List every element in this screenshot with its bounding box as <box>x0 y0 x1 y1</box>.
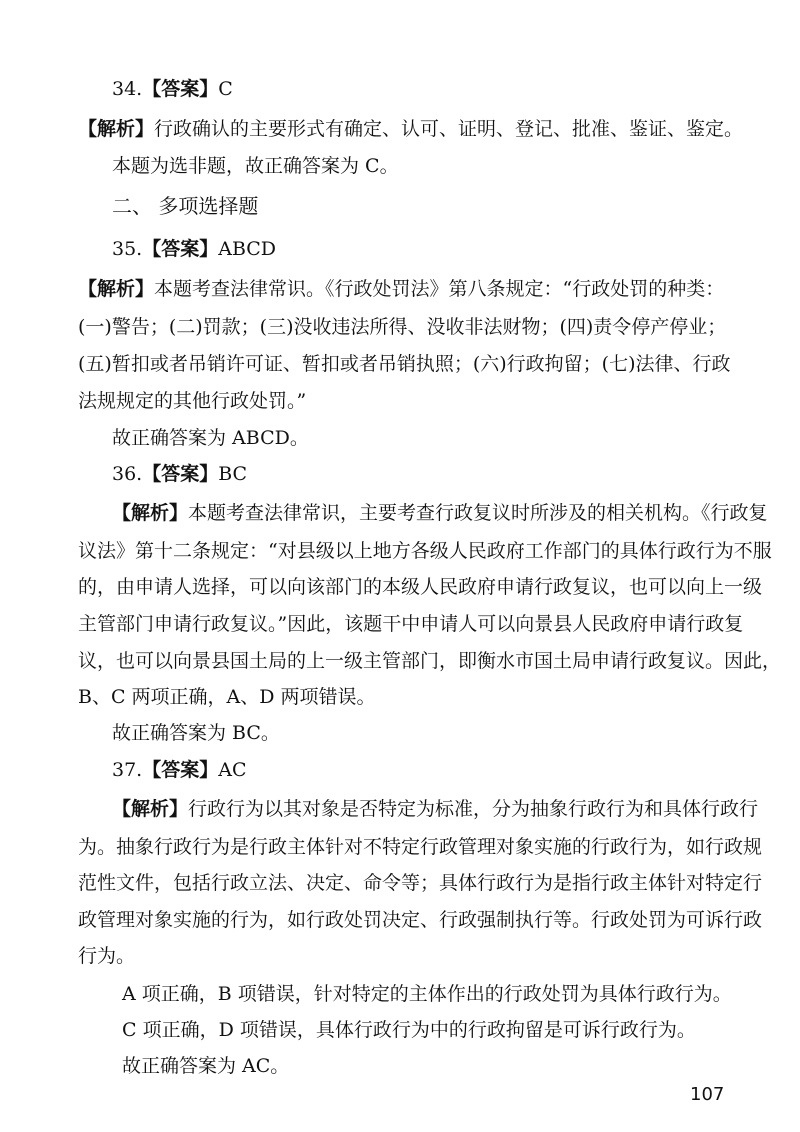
answer-value: BC <box>218 463 248 485</box>
answer-line-36 <box>112 461 247 487</box>
body-text-line: 议法》第十二条规定：“对县级以上地方各级人民政府工作部门的具体行政行为不服 <box>78 540 772 562</box>
question-number: 34. <box>112 78 143 100</box>
answer-value: C <box>218 78 233 100</box>
answer-line-37 <box>112 757 247 783</box>
body-text-line: B、C 两项正确，A、D 两项错误。 <box>78 686 376 708</box>
answer-value: AC <box>218 759 247 781</box>
analysis-line <box>112 796 758 822</box>
analysis-tag: 【解析】 <box>112 798 189 820</box>
analysis-text: 本题考查法律常识。《行政处罚法》第八条规定：“行政处罚的种类： <box>154 278 725 300</box>
conclusion-line: 故正确答案为 ABCD。 <box>112 427 309 449</box>
question-number: 35. <box>112 238 143 260</box>
body-text-line: 范性文件，包括行政立法、决定、命令等；具体行政行为是指行政主体针对特定行 <box>78 872 763 894</box>
answer-line-34 <box>112 76 233 102</box>
answer-tag: 【答案】 <box>142 759 219 781</box>
question-number: 36. <box>112 463 143 485</box>
conclusion-line: 本题为选非题，故正确答案为 C。 <box>112 155 399 177</box>
body-text-line: (一)警告；(二)罚款；(三)没收违法所得、没收非法财物；(四)责令停产停业； <box>78 316 727 338</box>
answer-tag: 【答案】 <box>142 238 219 260</box>
page-number: 107 <box>690 1084 725 1105</box>
analysis-line <box>112 500 768 526</box>
answer-tag: 【答案】 <box>142 78 219 100</box>
answer-line-35 <box>112 236 276 262</box>
analysis-text: 行政确认的主要形式有确定、认可、证明、登记、批准、鉴证、鉴定。 <box>154 118 744 140</box>
body-text-line: 行为。 <box>78 945 136 967</box>
conclusion-line: 故正确答案为 AC。 <box>122 1055 290 1077</box>
body-text-line: C 项正确，D 项错误，具体行政行为中的行政拘留是可诉行政行为。 <box>122 1019 696 1041</box>
answer-tag: 【答案】 <box>142 463 219 485</box>
body-text-line: 议，也可以向景县国土局的上一级主管部门，即衡水市国土局申请行政复议。因此， <box>78 650 782 672</box>
body-text-line: 的，由申请人选择，可以向该部门的本级人民政府申请行政复议，也可以向上一级 <box>78 576 763 598</box>
section-heading: 二、 多项选择题 <box>112 194 259 218</box>
analysis-tag: 【解析】 <box>112 502 189 524</box>
body-text-line: 政管理对象实施的行为，如行政处罚决定、行政强制执行等。行政处罚为可诉行政 <box>78 909 763 931</box>
analysis-line <box>78 276 724 302</box>
body-text-line: 为。抽象行政行为是行政主体针对不特定行政管理对象实施的行政行为，如行政规 <box>78 836 763 858</box>
body-text-line: 主管部门申请行政复议。”因此，该题干中申请人可以向景县人民政府申请行政复 <box>78 613 744 635</box>
analysis-text: 行政行为以其对象是否特定为标准，分为抽象行政行为和具体行政行 <box>188 798 759 820</box>
body-text-line: A 项正确，B 项错误，针对特定的主体作出的行政处罚为具体行政行为。 <box>122 983 732 1005</box>
body-text-line: (五)暂扣或者吊销许可证、暂扣或者吊销执照；(六)行政拘留；(七)法律、行政 <box>78 353 731 375</box>
conclusion-line: 故正确答案为 BC。 <box>112 722 280 744</box>
analysis-text: 本题考查法律常识，主要考查行政复议时所涉及的相关机构。《行政复 <box>188 502 768 524</box>
answer-value: ABCD <box>218 238 277 260</box>
question-number: 37. <box>112 759 143 781</box>
analysis-tag: 【解析】 <box>78 118 155 140</box>
analysis-tag: 【解析】 <box>78 278 155 300</box>
body-text-line: 法规规定的其他行政处罚。” <box>78 390 307 412</box>
analysis-line <box>78 116 743 142</box>
